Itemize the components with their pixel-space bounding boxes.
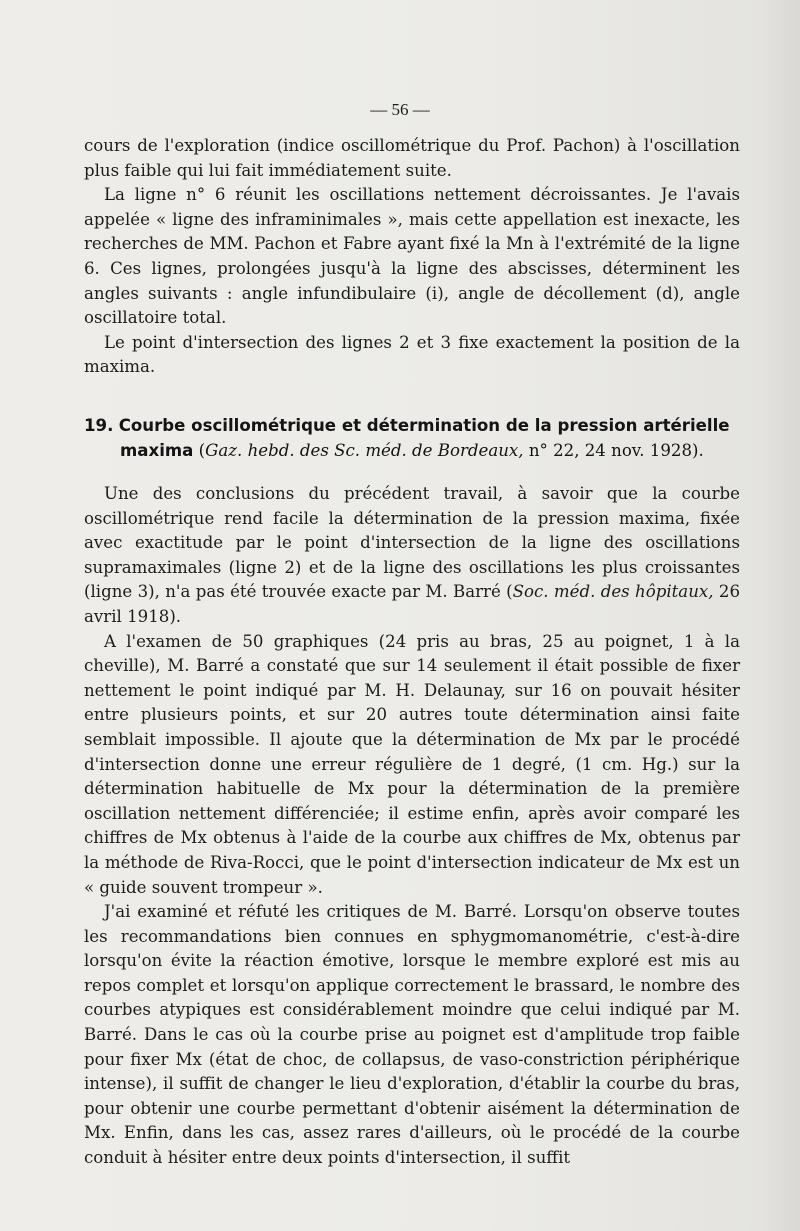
- paragraph-refutation: J'ai examiné et réfuté les critiques de M. Barré. Lorsqu'on observe toutes les recommandations bien connues en sphygmomanométrie, c'est-à-dire lorsqu'on évite la réaction émotive, lorsque le membre exploré est mis au repos complet et lorsqu'on applique correctement le brassard, le nombre des courbes atypiques est considérablement moindre que celui indiqué par M. Barré. Dans le cas où la courbe prise au poignet est d'amplitude trop faible pour fixer Mx (état de choc, de collapsus, de vaso-constriction périphérique intense), il suffit de changer le lieu d'exploration, d'établir la courbe du bras, pour obtenir une courbe permettant d'obtenir aisément la détermination de Mx. Enfin, dans les cas, assez rares d'ailleurs, où le procédé de la courbe conduit à hésiter entre deux points d'intersection, il suffit: [84, 902, 740, 1168]
- section-ref-journal: Gaz. hebd. des Sc. méd. de Bordeaux,: [205, 441, 524, 460]
- paragraph-conclusions: [84, 482, 740, 630]
- paragraph-continuation: cours de l'exploration (indice oscillométrique du Prof. Pachon) à l'oscillation plus faible qui lui fait immédiatement suite.: [84, 136, 740, 180]
- section-body: [84, 482, 740, 1171]
- paragraph-ligne-6: La ligne n° 6 réunit les oscillations nettement décroissantes. Je l'avais appelée « ligne des inframinimales », mais cette appellation est inexacte, les recherches de MM. Pachon et Fabre ayant fixé la Mn à l'extrémité de la ligne 6. Ces lignes, prolongées jusqu'à la ligne des abscisses, déterminent les angles suivants : angle infundibulaire (i), angle de décollement (d), angle oscillatoire total.: [84, 185, 740, 328]
- page-number: — 56 —: [370, 100, 430, 119]
- paragraph-intersection: Le point d'intersection des lignes 2 et 3 fixe exactement la position de la maxima.: [84, 332, 740, 377]
- section-title-line1: Courbe oscillométrique et détermination de la pression artérielle: [118, 416, 730, 435]
- section-ref-open: (: [198, 441, 206, 460]
- top-text-block: [84, 134, 740, 380]
- section-reference: [199, 441, 704, 460]
- section-number: 19.: [84, 416, 114, 435]
- section-title-line2: maxima: [120, 441, 194, 460]
- section-ref-details: n° 22, 24 nov. 1928).: [523, 441, 704, 460]
- p1-end: 26 avril 1918).: [84, 582, 740, 626]
- paragraph-examen: A l'examen de 50 graphiques (24 pris au bras, 25 au poignet, 1 à la cheville), M. Barré a constaté que sur 14 seulement il était possible de fixer nettement le point indiqué par M. H. Delaunay, sur 16 on pouvait hésiter entre plusieurs points, et sur 20 autres toute détermination ainsi faite semblait impossible. Il ajoute que la détermination de Mx par le procédé d'intersection donne une erreur régulière de 1 degré, (1 cm. Hg.) sur la détermination habituelle de Mx pour la détermination de la première oscillation nettement différenciée; il estime enfin, après avoir comparé les chiffres de Mx obtenus à l'aide de la courbe aux chiffres de Mx, obtenus par la méthode de Riva-Rocci, que le point d'intersection indicateur de Mx est un « guide souvent trompeur ».: [84, 631, 740, 897]
- section-title-line2-wrapper: [84, 438, 740, 463]
- section-heading: [84, 413, 740, 463]
- p1-reference: Soc. méd. des hôpitaux,: [512, 582, 714, 602]
- p1-start: Une des conclusions du précédent travail, à savoir que la courbe oscillométrique rend facile la détermination de la pression maxima, fixée avec exactitude par le point d'intersection de la ligne des oscillations supramaximales (ligne 2) et de la ligne des oscillations les plus croissantes (ligne 3), n'a pas été trouvée exacte par M. Barré (: [84, 484, 740, 602]
